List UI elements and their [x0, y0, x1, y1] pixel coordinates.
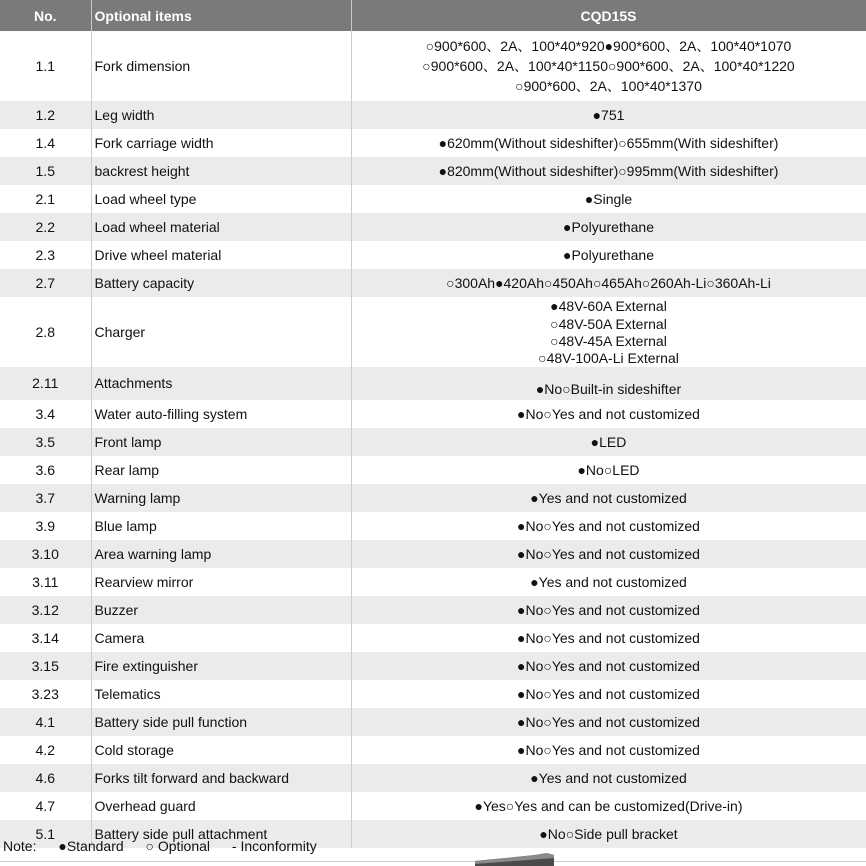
row-number: 2.1	[0, 185, 91, 213]
row-item-name: Fire extinguisher	[91, 652, 351, 680]
forklift-image-fragment	[475, 853, 554, 866]
row-item-name: Battery side pull attachment	[91, 820, 351, 848]
row-number: 4.7	[0, 792, 91, 820]
table-row	[0, 185, 866, 213]
row-item-name: Front lamp	[91, 428, 351, 456]
table-row	[0, 400, 866, 428]
value-line: ○48V-100A-Li External	[538, 349, 679, 366]
table-row	[0, 736, 866, 764]
value-line: ●No○Yes and not customized	[517, 685, 700, 702]
row-number: 3.12	[0, 596, 91, 624]
value-line: ○300Ah●420Ah○450Ah○465Ah○260Ah-Li○360Ah-Li	[446, 275, 771, 291]
row-item-name: Fork dimension	[91, 31, 351, 101]
table-row	[0, 652, 866, 680]
row-number: 2.7	[0, 269, 91, 297]
value-line: ●Polyurethane	[563, 247, 654, 263]
row-value	[351, 456, 866, 484]
row-item-name: Blue lamp	[91, 512, 351, 540]
value-line: ○900*600、2A、100*40*1150○900*600、2A、100*40*1220	[422, 58, 795, 74]
row-number: 2.3	[0, 241, 91, 269]
row-value	[351, 568, 866, 596]
value-line: ●No○Yes and not customized	[517, 545, 700, 562]
row-item-name: Warning lamp	[91, 484, 351, 512]
row-value	[351, 596, 866, 624]
value-line: ●Yes and not customized	[530, 573, 687, 590]
table-row	[0, 596, 866, 624]
row-value	[351, 428, 866, 456]
row-number: 2.8	[0, 297, 91, 367]
table-row	[0, 764, 866, 792]
value-line: ●No○Yes and not customized	[517, 405, 700, 422]
table-row	[0, 708, 866, 736]
row-number: 4.6	[0, 764, 91, 792]
value-line: ●820mm(Without sideshifter)○995mm(With sideshifter)	[438, 163, 779, 179]
value-line: ●No○Yes and not customized	[517, 517, 700, 534]
table-row	[0, 31, 866, 101]
table-row	[0, 297, 866, 367]
row-value	[351, 241, 866, 269]
legend-note	[3, 838, 335, 854]
value-line: ●No○Yes and not customized	[517, 629, 700, 646]
table-row	[0, 428, 866, 456]
row-number: 3.11	[0, 568, 91, 596]
value-line: ●No○Yes and not customized	[517, 657, 700, 674]
row-number: 1.5	[0, 157, 91, 185]
row-item-name: Leg width	[91, 101, 351, 129]
row-item-name: Drive wheel material	[91, 241, 351, 269]
value-line: ●Yes and not customized	[530, 769, 687, 786]
value-line: ○48V-50A External	[550, 315, 667, 332]
value-line: ●No○Yes and not customized	[517, 713, 700, 730]
header-model: CQD15S	[351, 0, 866, 31]
row-item-name: Fork carriage width	[91, 129, 351, 157]
row-item-name: Telematics	[91, 680, 351, 708]
row-value	[351, 367, 866, 400]
row-item-name: Rear lamp	[91, 456, 351, 484]
row-value	[351, 157, 866, 185]
row-value	[351, 269, 866, 297]
value-line: ○900*600、2A、100*40*1370	[515, 78, 702, 94]
table-row	[0, 101, 866, 129]
table-row	[0, 680, 866, 708]
table-header-row	[0, 0, 866, 31]
row-item-name: Battery side pull function	[91, 708, 351, 736]
row-number: 4.1	[0, 708, 91, 736]
divider	[0, 861, 866, 862]
row-item-name: Cold storage	[91, 736, 351, 764]
row-number: 1.2	[0, 101, 91, 129]
row-number: 1.1	[0, 31, 91, 101]
value-line: ●No○Built-in sideshifter	[535, 380, 682, 397]
row-item-name: Water auto-filling system	[91, 400, 351, 428]
row-item-name: Charger	[91, 297, 351, 367]
row-value	[351, 400, 866, 428]
row-value	[351, 820, 866, 848]
table-row	[0, 624, 866, 652]
row-number: 3.6	[0, 456, 91, 484]
note-optional: ○ Optional	[145, 838, 211, 854]
row-item-name: Rearview mirror	[91, 568, 351, 596]
row-value	[351, 624, 866, 652]
row-item-name: Attachments	[91, 367, 351, 400]
row-number: 4.2	[0, 736, 91, 764]
table-row	[0, 241, 866, 269]
row-value	[351, 101, 866, 129]
row-value	[351, 185, 866, 213]
value-line: ○48V-45A External	[550, 333, 667, 349]
row-item-name: Forks tilt forward and backward	[91, 764, 351, 792]
value-line: ●Single	[584, 191, 633, 207]
row-value	[351, 31, 866, 101]
value-line: ●No○Yes and not customized	[517, 601, 700, 618]
value-line: ●Yes○Yes and can be customized(Drive-in)	[474, 797, 743, 814]
note-standard: ●Standard	[58, 838, 124, 854]
value-line: ●LED	[590, 433, 627, 450]
row-number: 2.11	[0, 367, 91, 400]
value-line: ●Polyurethane	[563, 219, 654, 235]
row-number: 5.1	[0, 820, 91, 848]
value-line: ●751	[592, 107, 625, 123]
row-value	[351, 708, 866, 736]
row-item-name: Battery capacity	[91, 269, 351, 297]
row-item-name: Area warning lamp	[91, 540, 351, 568]
row-number: 3.15	[0, 652, 91, 680]
value-line: ●No○Yes and not customized	[517, 741, 700, 758]
row-value	[351, 764, 866, 792]
row-number: 2.2	[0, 213, 91, 241]
row-number: 1.4	[0, 129, 91, 157]
value-line: ●48V-60A External	[550, 298, 667, 314]
row-value	[351, 792, 866, 820]
row-item-name: Buzzer	[91, 596, 351, 624]
row-number: 3.5	[0, 428, 91, 456]
row-value	[351, 652, 866, 680]
row-item-name: Load wheel material	[91, 213, 351, 241]
table-row	[0, 568, 866, 596]
table-row	[0, 269, 866, 297]
value-line: ○900*600、2A、100*40*920●900*600、2A、100*40*1070	[425, 38, 792, 54]
row-value	[351, 484, 866, 512]
header-no: No.	[0, 0, 91, 31]
value-line: ●No○LED	[577, 461, 640, 478]
table-row	[0, 456, 866, 484]
row-value	[351, 540, 866, 568]
row-value	[351, 512, 866, 540]
note-inconformity: - Inconformity	[231, 838, 317, 854]
table-row	[0, 129, 866, 157]
table-row	[0, 484, 866, 512]
value-line: ●No○Side pull bracket	[539, 825, 678, 842]
row-value	[351, 129, 866, 157]
note-label: Note:	[3, 838, 37, 854]
row-value	[351, 680, 866, 708]
table-row	[0, 512, 866, 540]
table-row	[0, 792, 866, 820]
table-row	[0, 157, 866, 185]
row-value	[351, 297, 866, 367]
table-row	[0, 540, 866, 568]
row-number: 3.10	[0, 540, 91, 568]
table-row	[0, 213, 866, 241]
row-value	[351, 213, 866, 241]
row-item-name: backrest height	[91, 157, 351, 185]
row-value	[351, 736, 866, 764]
row-number: 3.9	[0, 512, 91, 540]
row-number: 3.23	[0, 680, 91, 708]
row-number: 3.7	[0, 484, 91, 512]
table-row	[0, 367, 866, 400]
header-optional-items: Optional items	[91, 0, 351, 31]
row-item-name: Overhead guard	[91, 792, 351, 820]
row-number: 3.4	[0, 400, 91, 428]
value-line: ●620mm(Without sideshifter)○655mm(With sideshifter)	[438, 135, 779, 151]
row-item-name: Load wheel type	[91, 185, 351, 213]
value-line: ●Yes and not customized	[530, 489, 687, 506]
row-number: 3.14	[0, 624, 91, 652]
row-item-name: Camera	[91, 624, 351, 652]
